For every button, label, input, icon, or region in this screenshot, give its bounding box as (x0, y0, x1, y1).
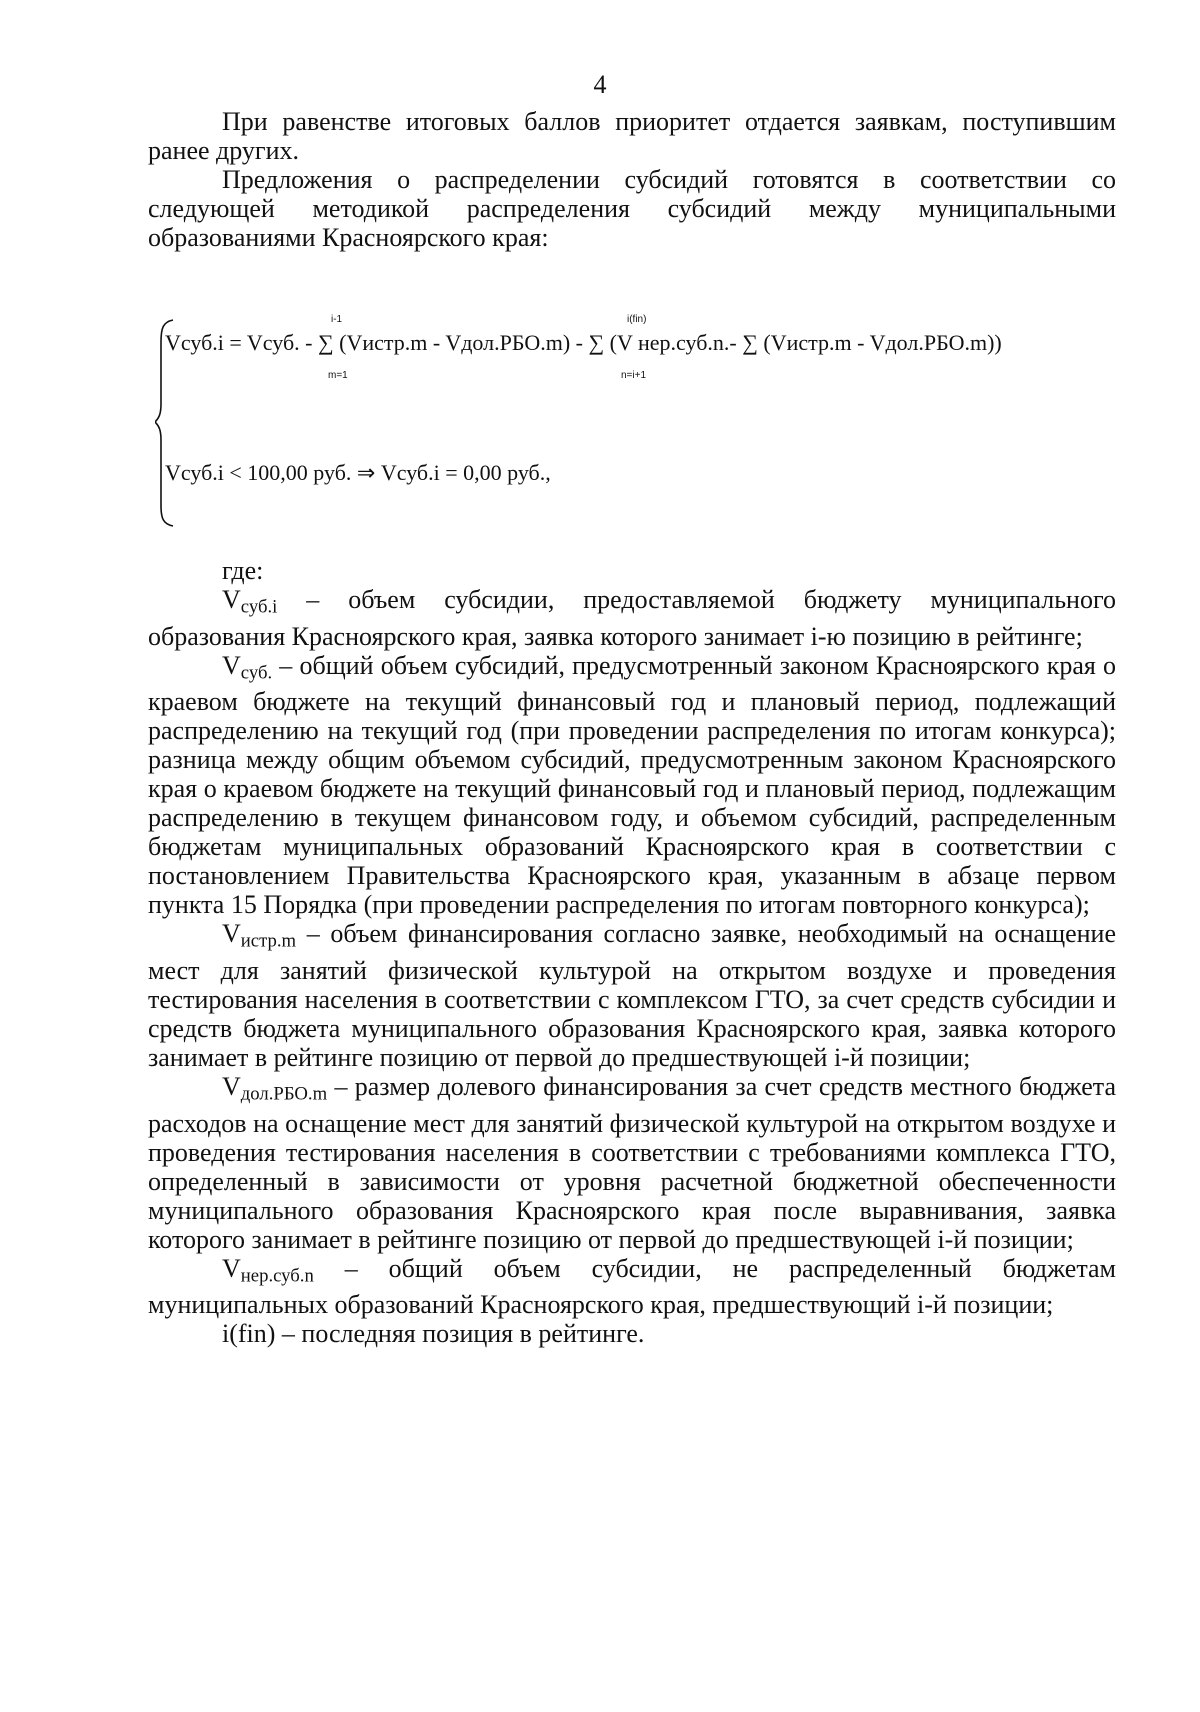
intro-block (148, 107, 1116, 252)
definition-i-fin: i(fin) – последняя позиция в рейтинге. (222, 1319, 645, 1349)
sum2-upper-limit: i(fin) (627, 314, 647, 325)
formula-block (155, 314, 1125, 528)
where-label: где: (222, 556, 264, 585)
definition-v-istr-m (148, 919, 1116, 1072)
formula-line-2: Vсуб.i < 100,00 руб. ⇒ Vсуб.i = 0,00 руб., (165, 460, 551, 485)
definitions-block (148, 556, 1116, 1348)
definition-text: – общий объем субсидии, не распределенный бюджетам муниципальных образований Красноярского края, предшествующий i-й позиции; (148, 1253, 1116, 1320)
definition-subscript: суб.i (240, 596, 278, 618)
definition-symbol: V (222, 1072, 241, 1102)
definition-text: – общий объем субсидий, предусмотренный законом Красноярского края о краевом бюджете на текущий финансовый год и плановый период, подлежащий распределению на текущий год (при проведении распределения по итогам конкурса); разница между общим объемом субсидий, предусмотренным законом Красноярского края о краевом бюджете на текущий финансовый год и плановый период, подлежащим распределению в текущем финансовом году, и объемом субсидий, распределенным бюджетам муниципальных образований Красноярского края в соответствии с постановлением Правительства Красноярского края, указанным в абзаце первом пункта 15 Порядка (при проведении распределения по итогам повторного конкурса); (148, 650, 1116, 920)
definition-subscript: истр.m (240, 931, 297, 953)
definition-subscript: дол.РБО.m (240, 1083, 328, 1105)
definition-v-dol-rbo-m (148, 1072, 1116, 1254)
sum1-lower-limit: m=1 (328, 370, 348, 381)
sum2-lower-limit: n=i+1 (621, 370, 647, 381)
sum1-upper-limit: i-1 (331, 314, 343, 325)
definition-text: – объем субсидии, предоставляемой бюджету муниципального образования Красноярского края, заявка которого занимает i-ю позицию в рейтинге; (148, 585, 1116, 651)
formula-line-1: Vсуб.i = Vсуб. - ∑ (Vистр.m - Vдол.РБО.m) - ∑ (V нер.суб.n.- ∑ (Vистр.m - Vдол.РБО.m)) (165, 330, 1002, 355)
paragraph-equal-scores: При равенстве итоговых баллов приоритет отдается заявкам, поступившим ранее других. (148, 107, 1116, 165)
definition-symbol: V (222, 585, 241, 614)
definition-subscript: суб. (240, 662, 273, 684)
definition-symbol: V (222, 650, 241, 680)
definition-subscript: нер.суб.n (240, 1265, 314, 1287)
definition-text: – объем финансирования согласно заявке, необходимый на оснащение мест для занятий физической культурой на открытом воздухе и проведения тестирования населения в соответствии с комплексом ГТО, за счет средств субсидии и средств бюджета муниципального образования Красноярского края, заявка которого занимает в рейтинге позицию от первой до предшествующей i-й позиции; (148, 919, 1116, 1073)
definition-v-ner-sub-n (148, 1254, 1116, 1320)
definition-symbol: V (222, 1253, 241, 1283)
definition-v-sub-i (148, 585, 1116, 651)
definition-text: – размер долевого финансирования за счет средств местного бюджета расходов на оснащение мест для занятий физической культурой на открытом воздухе и проведения тестирования населения в соответствии с требованиями комплекса ГТО, определенный в зависимости от уровня расчетной бюджетной обеспеченности муниципального образования Красноярского края после выравнивания, заявка которого занимает в рейтинге позицию от первой до предшествующей i-й позиции; (148, 1072, 1116, 1254)
definition-symbol: V (222, 919, 241, 949)
paragraph-proposals: Предложения о распределении субсидий готовятся в соответствии со следующей методикой распределения субсидий между муниципальными образованиями Красноярского края: (148, 165, 1116, 252)
definition-v-sub (148, 651, 1116, 920)
page-number: 4 (593, 70, 607, 99)
